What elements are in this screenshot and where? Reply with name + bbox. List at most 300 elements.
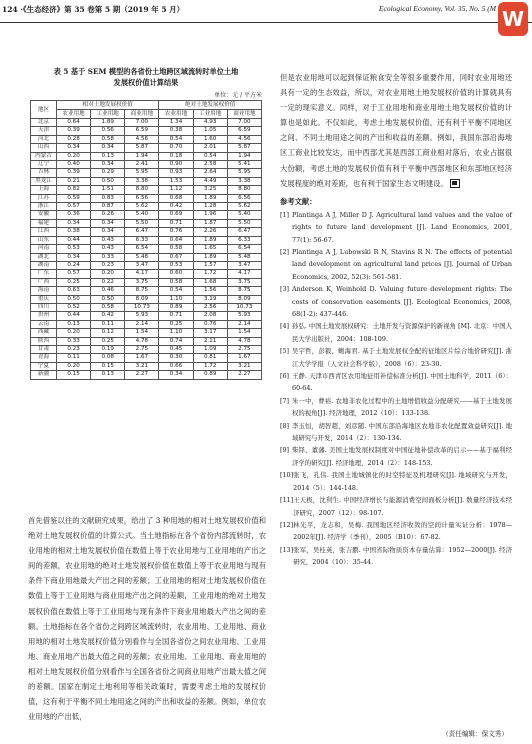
table-row: [31, 312, 262, 320]
value-cell: 0.68: [159, 194, 193, 202]
value-cell: 2.14: [125, 320, 159, 328]
region-cell: 北京: [31, 119, 57, 127]
value-cell: 0.33: [56, 337, 90, 345]
value-cell: 1.28: [193, 203, 227, 211]
value-cell: 0.13: [91, 371, 125, 379]
table-row: [31, 219, 262, 227]
value-cell: 0.89: [159, 303, 193, 311]
region-cell: 海南: [31, 287, 57, 295]
value-cell: 7.00: [125, 119, 159, 127]
region-cell: 湖北: [31, 253, 57, 261]
reference-item: [280, 283, 512, 320]
value-cell: 1.05: [193, 127, 227, 135]
value-cell: 3.38: [125, 177, 159, 185]
value-cell: 0.58: [159, 278, 193, 286]
value-cell: 3.25: [193, 186, 227, 194]
value-cell: 0.59: [56, 194, 90, 202]
value-cell: 1.57: [193, 261, 227, 269]
value-cell: 5.41: [227, 161, 261, 169]
value-cell: 6.59: [125, 127, 159, 135]
reference-text: Anderson K, Weinhold D. Valuing future development rights: The costs of conservation easements [J]. Ecological Economics, 2008, 68(1-2): 437-446.: [292, 285, 512, 318]
value-cell: 5.62: [125, 203, 159, 211]
value-cell: 0.69: [159, 211, 193, 219]
value-cell: 3.19: [193, 295, 227, 303]
table-row: [31, 245, 262, 253]
value-cell: 1.10: [159, 295, 193, 303]
table-row: [31, 194, 262, 202]
table-row: [31, 345, 262, 353]
sub-col-header: 农业用地: [159, 110, 193, 119]
value-cell: 0.53: [159, 261, 193, 269]
value-cell: 0.71: [159, 312, 193, 320]
region-cell: 西藏: [31, 329, 57, 337]
value-cell: 3.47: [227, 261, 261, 269]
reference-number: [11]: [280, 496, 294, 505]
region-cell: 吉林: [31, 169, 57, 177]
region-cell: 云南: [31, 320, 57, 328]
table-unit: 单位：元 / 平方米: [214, 92, 262, 99]
value-cell: 6.54: [227, 245, 261, 253]
value-cell: 0.81: [193, 354, 227, 362]
value-cell: 2.75: [227, 345, 261, 353]
value-cell: 4.56: [227, 135, 261, 143]
value-cell: 1.94: [227, 152, 261, 160]
reference-number: [4]: [280, 322, 290, 331]
sub-col-header: 农业用地: [56, 110, 90, 119]
value-cell: 10.73: [227, 303, 261, 311]
region-cell: 四川: [31, 303, 57, 311]
value-cell: 4.93: [193, 119, 227, 127]
value-cell: 6.54: [125, 245, 159, 253]
value-cell: 2.41: [125, 161, 159, 169]
value-cell: 0.67: [159, 253, 193, 261]
end-mark-icon: [450, 179, 460, 188]
value-cell: 3.21: [125, 362, 159, 370]
value-cell: 5.95: [125, 169, 159, 177]
reference-number: [10]: [280, 471, 294, 480]
value-cell: 0.58: [91, 135, 125, 143]
table-row: [31, 236, 262, 244]
value-cell: 0.21: [56, 177, 90, 185]
left-column: [24, 66, 268, 380]
table-body: [31, 119, 262, 380]
table-row: [31, 177, 262, 185]
region-cell: 上海: [31, 186, 57, 194]
region-cell: 江西: [31, 228, 57, 236]
reference-item: [280, 544, 512, 569]
value-cell: 0.66: [159, 362, 193, 370]
sub-col-header: 商业用地: [227, 110, 261, 119]
value-cell: 0.58: [159, 245, 193, 253]
value-cell: 0.76: [159, 228, 193, 236]
value-cell: 0.13: [56, 320, 90, 328]
table-row: [31, 287, 262, 295]
reference-text: 孙弘. 中国土地发展权研究：土地开发与资源保护的新视角 [M]. 北京：中国人民大学出版社，2004：108-109.: [292, 322, 512, 343]
group-absolute-header: 绝对土地发展权价值: [159, 101, 262, 110]
value-cell: 8.09: [125, 295, 159, 303]
value-cell: 0.34: [91, 161, 125, 169]
value-cell: 0.46: [91, 287, 125, 295]
value-cell: 1.94: [125, 152, 159, 160]
table-row: [31, 152, 262, 160]
value-cell: 2.11: [193, 337, 227, 345]
value-cell: 2.75: [125, 345, 159, 353]
value-cell: 2.56: [193, 303, 227, 311]
value-cell: 2.08: [193, 312, 227, 320]
value-cell: 0.36: [56, 211, 90, 219]
value-cell: 0.30: [159, 354, 193, 362]
value-cell: 0.11: [56, 354, 90, 362]
journal-header-left: 124 ·《生态经济》第 35 卷第 5 期（2019 年 5 月）: [2, 5, 185, 14]
value-cell: 0.25: [91, 337, 125, 345]
table-row: [31, 253, 262, 261]
value-cell: 0.39: [56, 169, 90, 177]
sub-col-header: 工业用地: [91, 110, 125, 119]
value-cell: 0.45: [159, 345, 193, 353]
reference-item: [280, 469, 512, 494]
value-cell: 0.34: [56, 253, 90, 261]
region-cell: 辽宁: [31, 161, 57, 169]
value-cell: 0.54: [159, 135, 193, 143]
value-cell: 0.23: [91, 261, 125, 269]
reference-text: 柴铎，董藩. 美国土地发展权制度对中国征地补偿改革的启示——基于福利经济学的研究[J]. 经济地理，2014（2）：148-153.: [292, 446, 512, 467]
value-cell: 0.83: [91, 194, 125, 202]
value-cell: 0.56: [91, 127, 125, 135]
value-cell: 7.00: [227, 119, 261, 127]
value-cell: 0.60: [159, 270, 193, 278]
table-row: [31, 261, 262, 269]
reference-item: [280, 519, 512, 544]
value-cell: 1.72: [193, 270, 227, 278]
reference-item: [280, 444, 512, 469]
value-cell: 0.57: [56, 270, 90, 278]
region-cell: 山西: [31, 144, 57, 152]
table-row: [31, 228, 262, 236]
table-title-line1: 表 5 基于 SEM 模型的各省份土地跨区域流转时单位土地: [53, 67, 239, 76]
value-cell: 6.47: [227, 228, 261, 236]
value-cell: 4.78: [125, 337, 159, 345]
table-row: [31, 362, 262, 370]
reference-item: [280, 420, 512, 445]
value-cell: 0.89: [193, 371, 227, 379]
table-row: [31, 295, 262, 303]
value-cell: 4.56: [125, 135, 159, 143]
value-cell: 0.23: [56, 345, 90, 353]
value-cell: 2.27: [227, 371, 261, 379]
region-cell: 山东: [31, 236, 57, 244]
reference-number: [5]: [280, 347, 290, 356]
reference-text: 王静. 天津市西青区农用地征用补偿标准分析[J]. 中国土地科学，2011（6）：60-64.: [292, 372, 512, 393]
value-cell: 2.27: [125, 371, 159, 379]
value-cell: 0.54: [193, 152, 227, 160]
region-cell: 宁夏: [31, 362, 57, 370]
value-cell: 0.57: [56, 203, 90, 211]
value-cell: 0.28: [56, 135, 90, 143]
value-cell: 1.53: [159, 177, 193, 185]
value-cell: 0.11: [91, 320, 125, 328]
value-cell: 0.34: [91, 219, 125, 227]
value-cell: 6.59: [227, 127, 261, 135]
region-cell: 安徽: [31, 211, 57, 219]
reference-number: [9]: [280, 446, 290, 455]
value-cell: 0.20: [56, 152, 90, 160]
region-cell: 陕西: [31, 337, 57, 345]
value-cell: 3.75: [125, 278, 159, 286]
value-cell: 2.64: [193, 169, 227, 177]
value-cell: 0.87: [91, 203, 125, 211]
right-body-text: 但是农业用地可以起到保证粮食安全等很多重要作用，同时农业用地还具有一定的生态效益，所以，对农业用地土地发展权价值的计算就具有一定的现实意义。同样，对于工业用地和商业用地土地发展权价值的计算也是如此。不仅如此，考虑土地发展权价值，还有利于平衡不同地区之间、不同土地用途之间的产出和收益的差额。例如，我国东部沿海地区工商业比较发达，而中西部尤其是西部工商业相对落后，农业占据很大份额，考虑土地的发展权价值有利于平衡中西部地区和东部地区经济发展程度的绝对差距，也有利于国家生态文明建设。: [280, 73, 512, 188]
page-header: [0, 0, 532, 31]
table-row: [31, 303, 262, 311]
value-cell: 0.25: [56, 278, 90, 286]
value-cell: 1.65: [193, 245, 227, 253]
right-column: [280, 70, 512, 569]
value-cell: 6.33: [125, 236, 159, 244]
table-row: [31, 127, 262, 135]
value-cell: 0.42: [159, 203, 193, 211]
reference-item: [280, 494, 512, 519]
value-cell: 8.75: [125, 287, 159, 295]
value-cell: 8.80: [125, 186, 159, 194]
value-cell: 0.33: [91, 253, 125, 261]
region-cell: 福建: [31, 219, 57, 227]
value-cell: 0.34: [56, 144, 90, 152]
value-cell: 0.53: [56, 245, 90, 253]
value-cell: 2.26: [193, 228, 227, 236]
reference-text: Plantinga A J, Lubowski R N, Stavins R N. The effects of potential land development on agricultural land prices [J]. Journal of Urban Economics, 2002, 52(3): 561-581.: [292, 247, 512, 281]
value-cell: 0.15: [56, 371, 90, 379]
reference-item: [280, 345, 512, 370]
reference-item: [280, 320, 512, 345]
value-cell: 1.89: [193, 194, 227, 202]
value-cell: 0.40: [56, 161, 90, 169]
value-cell: 1.12: [159, 186, 193, 194]
value-cell: 0.39: [56, 127, 90, 135]
reference-text: 林光平，龙志和，吴梅. 我国地区经济收敛的空间计量实证分析：1978—2002年[J]. 经济学（季刊），2005（B10）：67-82.: [293, 520, 512, 542]
value-cell: 5.50: [227, 219, 261, 227]
value-cell: 1.67: [227, 354, 261, 362]
value-cell: 5.93: [227, 312, 261, 320]
value-cell: 5.40: [227, 211, 261, 219]
reference-text: 朱一中，曹裕. 农地非农化过程中的土地增值收益分配研究——基于土地发展权的视角[J]. 经济地理，2012（10）：133-138.: [292, 396, 512, 418]
value-cell: 0.93: [159, 169, 193, 177]
table-row: [31, 354, 262, 362]
journal-header-right: Ecological Economy, Vol. 35, No. 5 (M: [378, 4, 496, 13]
table-title-line2: 发展权价值计算结果: [113, 78, 179, 87]
reference-item: [280, 370, 512, 395]
reference-number: [3]: [280, 285, 290, 294]
value-cell: 1.10: [159, 329, 193, 337]
value-cell: 1.56: [193, 287, 227, 295]
value-cell: 5.48: [125, 253, 159, 261]
value-cell: 4.78: [227, 337, 261, 345]
reference-number: [8]: [280, 421, 290, 430]
value-cell: 0.38: [159, 127, 193, 135]
value-cell: 0.70: [159, 144, 193, 152]
value-cell: 1.68: [193, 278, 227, 286]
value-cell: 0.13: [91, 152, 125, 160]
reference-number: [7]: [280, 396, 290, 405]
table-row: [31, 320, 262, 328]
value-cell: 0.12: [91, 329, 125, 337]
value-cell: 6.56: [227, 194, 261, 202]
value-cell: 1.87: [193, 219, 227, 227]
value-cell: 0.15: [91, 362, 125, 370]
table-title: [24, 66, 268, 88]
reference-number: [2]: [280, 247, 290, 256]
value-cell: 0.34: [91, 228, 125, 236]
region-cell: 广西: [31, 278, 57, 286]
value-cell: 6.33: [227, 236, 261, 244]
value-cell: 1.54: [125, 329, 159, 337]
value-cell: 0.34: [56, 219, 90, 227]
w-logo-icon[interactable]: W: [498, 2, 528, 36]
value-cell: 3.17: [193, 329, 227, 337]
reference-text: 张军，吴桂英，张吉鹏. 中国省际物质资本存量估算：1952—2000[J]. 经济研究，2004（10）：35-44.: [293, 545, 512, 567]
value-cell: 0.54: [159, 287, 193, 295]
value-cell: 0.52: [56, 303, 90, 311]
reference-item: [280, 246, 512, 283]
value-cell: 3.38: [227, 177, 261, 185]
value-cell: 5.62: [227, 203, 261, 211]
region-cell: 新疆: [31, 371, 57, 379]
right-body-paragraph: [280, 70, 512, 191]
table-row: [31, 329, 262, 337]
value-cell: 1.60: [193, 135, 227, 143]
value-cell: 4.49: [193, 177, 227, 185]
reference-item: [280, 209, 512, 246]
value-cell: 0.19: [91, 345, 125, 353]
value-cell: 1.67: [125, 354, 159, 362]
value-cell: 0.22: [91, 278, 125, 286]
table-row: [31, 119, 262, 127]
table-row: [31, 161, 262, 169]
reference-text: 张飞，孔伟. 我国土地城镇化的时空特征及机理研究[J]. 地域研究与开发，2014（5）：144-148.: [293, 471, 512, 492]
region-cell: 天津: [31, 127, 57, 135]
value-cell: 0.64: [56, 119, 90, 127]
value-cell: 0.20: [56, 362, 90, 370]
value-cell: 3.75: [227, 278, 261, 286]
value-cell: 1.72: [193, 362, 227, 370]
value-cell: 0.44: [56, 236, 90, 244]
value-cell: 0.24: [56, 261, 90, 269]
value-cell: 1.54: [227, 329, 261, 337]
table-row: [31, 211, 262, 219]
value-cell: 8.80: [227, 186, 261, 194]
region-cell: 重庆: [31, 295, 57, 303]
value-cell: 0.42: [91, 312, 125, 320]
table-row: [31, 144, 262, 152]
value-cell: 1.34: [159, 119, 193, 127]
references-list: [280, 209, 512, 569]
table-row: [31, 169, 262, 177]
value-cell: 5.87: [227, 144, 261, 152]
value-cell: 0.20: [91, 270, 125, 278]
value-cell: 0.25: [159, 320, 193, 328]
value-cell: 0.58: [91, 303, 125, 311]
table-row: [31, 278, 262, 286]
value-cell: 5.40: [125, 211, 159, 219]
land-value-table: [30, 100, 262, 380]
value-cell: 4.17: [125, 270, 159, 278]
value-cell: 0.50: [91, 295, 125, 303]
value-cell: 3.21: [227, 362, 261, 370]
value-cell: 6.56: [125, 194, 159, 202]
sub-col-header: 工业用地: [193, 110, 227, 119]
value-cell: 6.47: [125, 228, 159, 236]
value-cell: 0.18: [159, 152, 193, 160]
region-cell: 湖南: [31, 261, 57, 269]
value-cell: 1.09: [193, 345, 227, 353]
value-cell: 0.29: [91, 169, 125, 177]
reference-number: [13]: [280, 545, 294, 554]
value-cell: 0.20: [56, 329, 90, 337]
value-cell: 0.82: [56, 186, 90, 194]
reference-number: [12]: [280, 520, 294, 529]
value-cell: 0.74: [159, 337, 193, 345]
value-cell: 1.51: [91, 186, 125, 194]
value-cell: 8.09: [227, 295, 261, 303]
region-cell: 河北: [31, 135, 57, 143]
value-cell: 0.76: [193, 320, 227, 328]
region-cell: 江苏: [31, 194, 57, 202]
value-cell: 2.58: [193, 161, 227, 169]
table-row: [31, 203, 262, 211]
value-cell: 0.38: [56, 228, 90, 236]
region-cell: 广东: [31, 270, 57, 278]
value-cell: 5.93: [125, 312, 159, 320]
value-cell: 5.95: [227, 169, 261, 177]
value-cell: 3.47: [125, 261, 159, 269]
region-cell: 浙江: [31, 203, 57, 211]
reference-text: 李玉恒，胡智超，刘彦随. 中国东部沿海地区农地非农化配置效益研究[J]. 地域研究与开发，2014（2）：130-134.: [292, 421, 512, 443]
region-cell: 贵州: [31, 312, 57, 320]
region-cell: 青海: [31, 354, 57, 362]
value-cell: 2.14: [227, 320, 261, 328]
table-row: [31, 337, 262, 345]
region-cell: 河南: [31, 245, 57, 253]
value-cell: 5.87: [125, 144, 159, 152]
value-cell: 0.71: [159, 219, 193, 227]
references-title: 参考文献：: [280, 196, 317, 206]
value-cell: 0.08: [91, 354, 125, 362]
value-cell: 1.89: [193, 236, 227, 244]
value-cell: 0.50: [91, 177, 125, 185]
value-cell: 10.73: [125, 303, 159, 311]
value-cell: 0.43: [91, 236, 125, 244]
value-cell: 0.64: [159, 236, 193, 244]
reference-number: [6]: [280, 372, 290, 381]
region-cell: 内蒙古: [31, 152, 57, 160]
value-cell: 1.96: [193, 211, 227, 219]
reference-text: 吴宇哲，彭毅，鲍海君. 基于土地发展权全配的征地区片综合地价研究[J]. 浙江大学学报（人文社会科学版），2008（6）：23-30.: [292, 347, 512, 368]
value-cell: 0.43: [91, 245, 125, 253]
value-cell: 0.26: [91, 211, 125, 219]
value-cell: 0.34: [159, 371, 193, 379]
value-cell: 1.89: [91, 119, 125, 127]
responsible-editor: （责任编辑：保文秀）: [442, 730, 508, 738]
reference-item: [280, 395, 512, 420]
region-cell: 甘肃: [31, 345, 57, 353]
col-region-header: 地区: [31, 101, 57, 119]
table-row: [31, 270, 262, 278]
value-cell: 0.63: [56, 287, 90, 295]
reference-number: [1]: [280, 210, 290, 219]
value-cell: 8.75: [227, 287, 261, 295]
value-cell: 0.90: [159, 161, 193, 169]
table-row: [31, 371, 262, 379]
reference-text: Plantinga A J, Miller D J. Agricultural land values and the value of rights to future land development [J]. Land Economics, 2001, 77(1): 56-67.: [292, 210, 512, 244]
